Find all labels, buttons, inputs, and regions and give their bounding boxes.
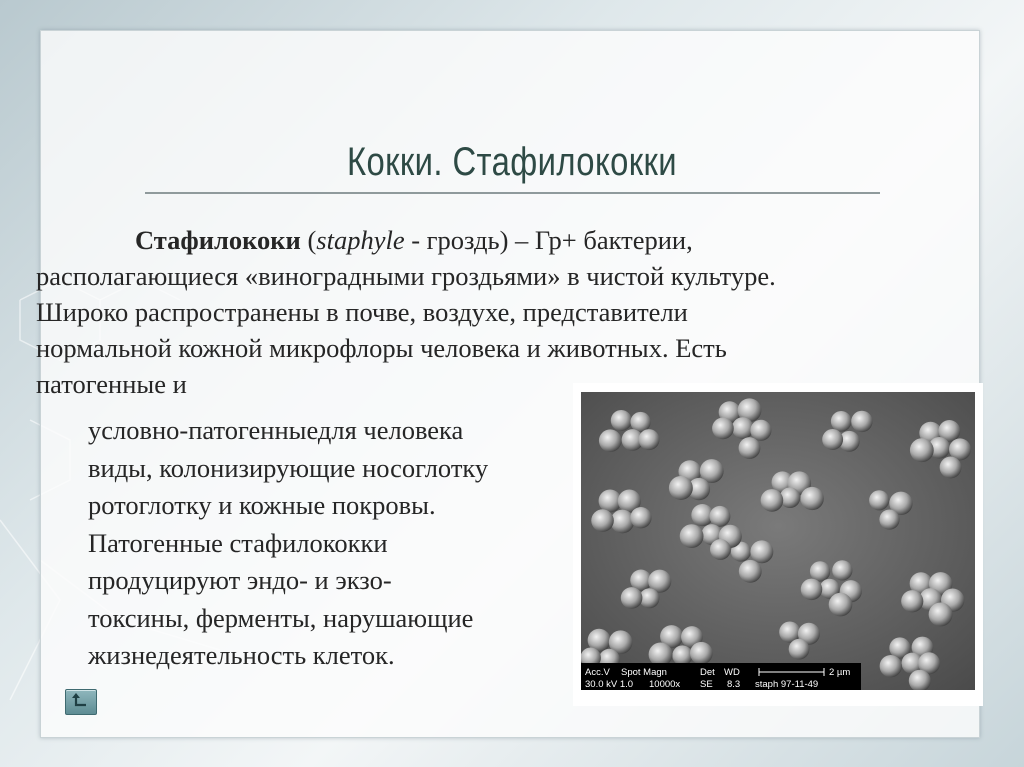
coccus-cell: [739, 437, 761, 459]
coccus-cell: [822, 429, 843, 450]
coccus-cell: [750, 420, 771, 441]
coccus-cell: [879, 509, 899, 529]
column-line: ротоглотку и кожные покровы.: [88, 490, 436, 520]
sem-label-spot-magn: Spot Magn: [621, 667, 667, 678]
etymology-term: staphyle: [316, 225, 405, 255]
coccus-cell: [901, 590, 923, 612]
coccus-cell: [739, 560, 762, 583]
coccus-cell: [599, 429, 622, 452]
intro-paragraph: [36, 222, 776, 402]
paragraph-line-2: располагающиеся «виноградными гроздьями» в чистой культуре.: [36, 261, 776, 291]
pathogen-column: [88, 412, 488, 675]
coccus-cell: [732, 417, 754, 439]
term-staphylococci: Стафилококи: [135, 225, 301, 255]
sem-scale-value: 2 µm: [829, 667, 851, 678]
coccus-cell: [810, 561, 830, 581]
coccus-cell: [591, 509, 614, 532]
coccus-cell: [649, 642, 673, 666]
coccus-cell: [829, 593, 853, 617]
coccus-cell: [910, 438, 934, 462]
coccus-cell: [712, 418, 734, 440]
return-button[interactable]: [65, 689, 97, 715]
coccus-cell: [611, 410, 632, 431]
micrograph-frame: [573, 383, 983, 706]
sem-value-magnification: 10000x: [649, 679, 681, 690]
column-line: продуцируют эндо- и экзо-: [88, 565, 392, 595]
sem-label-accv: Acc.V: [585, 667, 610, 678]
column-line: Патогенные стафилококки: [88, 527, 388, 558]
sem-value-kv: 30.0 kV 1.0: [585, 679, 634, 690]
coccus-cell: [630, 412, 650, 432]
staphylococcus-micrograph: [581, 392, 975, 690]
slide-title: Кокки. Стафилококки: [346, 140, 677, 184]
coccus-cell: [621, 587, 643, 609]
coccus-cell: [630, 507, 651, 528]
coccus-cell: [690, 642, 713, 665]
coccus-cell: [801, 487, 824, 510]
column-line: токсины, ферменты, нарушающие: [88, 602, 474, 633]
coccus-cell: [610, 510, 634, 534]
coccus-cell: [639, 588, 659, 608]
sem-value-wd: 8.3: [727, 679, 741, 690]
coccus-cell: [710, 539, 731, 560]
coccus-cell: [789, 639, 810, 660]
coccus-cell: [832, 560, 852, 580]
paragraph-line-3: Широко распространены в почве, воздухе, представители: [36, 297, 688, 327]
sem-label-wd: WD: [724, 667, 740, 678]
title-divider: [145, 192, 880, 194]
return-arrow-icon: [72, 693, 90, 709]
coccus-cell: [709, 506, 730, 527]
coccus-cell: [672, 645, 692, 665]
paragraph-line-1: Стафилококи (staphyle - гроздь) – Гр+ бактерии,: [135, 225, 693, 255]
coccus-cell: [801, 579, 823, 601]
sem-label-det: Det: [700, 667, 715, 678]
coccus-cell: [940, 457, 962, 479]
column-line: жизнедеятельность клеток.: [88, 640, 395, 670]
column-line: виды, колонизирующие носоглотку: [88, 452, 489, 483]
sem-value-detector: SE: [700, 679, 713, 690]
coccus-cell: [639, 429, 660, 450]
coccus-cell: [750, 540, 773, 563]
coccus-cell: [880, 655, 902, 677]
paragraph-line-5: патогенные и: [36, 369, 187, 399]
sem-sample-id: staph 97-11-49: [755, 679, 819, 690]
coccus-cell: [680, 524, 704, 548]
paragraph-line-4: нормальной кожной микрофлоры человека и животных. Есть: [36, 333, 727, 363]
coccus-cell: [851, 411, 872, 432]
coccus-cell: [669, 476, 693, 500]
column-line: условно-патогенныедля человека: [88, 415, 464, 445]
coccus-cell: [831, 411, 852, 432]
coccus-cell: [761, 489, 784, 512]
coccus-cell: [929, 602, 953, 626]
coccus-cell: [869, 490, 889, 510]
